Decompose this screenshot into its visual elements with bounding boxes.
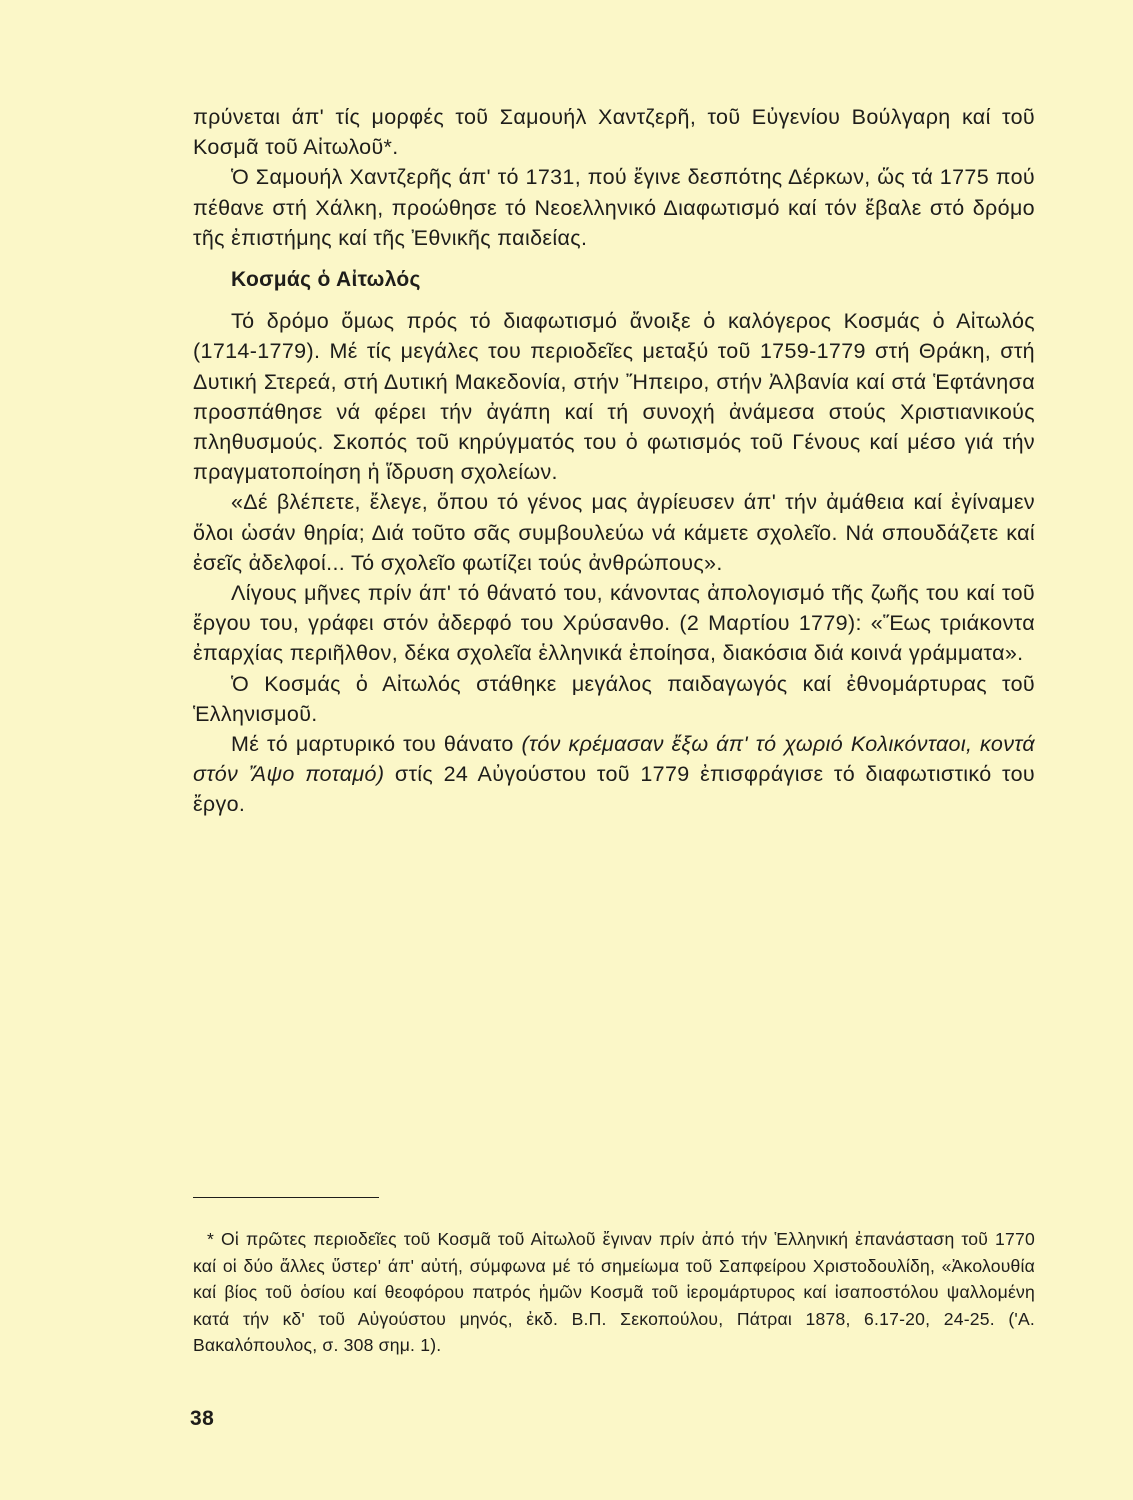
paragraph-letter: Λίγους μῆνες πρίν άπ' τό θάνατό του, κάνοντας ἀπολογισμό τῆς ζωῆς του καί τοῦ ἔργου του, γράφει στόν ἀδερφό του Χρύσανθο. (2 Μαρτίου 1779): «Ἕως τριάκοντα ἐπαρχίας περιῆλθον, δέκα σχολεῖα ἑλληνικά ἐποίησα, διακόσια διά κοινά γράμματα». xyxy=(193,581,1035,666)
paragraph-continuation: πρύνεται άπ' τίς μορφές τοῦ Σαμουήλ Χαντζερῆ, τοῦ Εὐγενίου Βούλγαρη καί τοῦ Κοσμᾶ τοῦ Αἰτωλοῦ*. xyxy=(193,105,1035,160)
page-number: 38 xyxy=(190,1407,215,1430)
main-text xyxy=(193,102,1035,820)
martyrdom-text-end: στίς 24 Αὐγούστου τοῦ 1779 ἐπισφράγισε τό διαφωτιστικό του ἔργο. xyxy=(193,762,1035,817)
paragraph-hantzeris: Ὁ Σαμουήλ Χαντζερῆς άπ' τό 1731, πού ἔγινε δεσπότης Δέρκων, ὥς τά 1775 πού πέθανε στή Χάλκη, προώθησε τό Νεοελληνικό Διαφωτισμό καί τόν ἔβαλε στό δρόμο τῆς ἐπιστήμης καί τῆς Ἐθνικῆς παιδείας. xyxy=(193,165,1035,250)
paragraph-martyrdom xyxy=(193,729,1035,820)
martyrdom-italic-text: (τόν κρέμασαν ἔξω άπ' τό χωριό Κολικόνταοι, κοντά στόν Ἄψο ποταμό) xyxy=(193,732,1036,787)
footnote-divider xyxy=(193,1197,379,1198)
paragraph-quote: «Δέ βλέπετε, ἔλεγε, ὅπου τό γένος μας ἀγρίευσεν άπ' τήν ἀμάθεια καί ἐγίναμεν ὅλοι ὡσάν θηρία; Διά τοῦτο σᾶς συμβουλεύω νά κάμετε σχολεῖο. Νά σπουδάζετε καί ἐσεῖς ἀδελφοί... Τό σχολεῖο φωτίζει τούς ἀνθρώπους». xyxy=(193,490,1035,575)
martyrdom-text-start: Μέ τό μαρτυρικό του θάνατο xyxy=(231,732,522,757)
section-heading: Κοσμάς ὁ Αἰτωλός xyxy=(231,268,421,292)
footnote-text: * Οἱ πρῶτες περιοδεῖες τοῦ Κοσμᾶ τοῦ Αἰτωλοῦ ἔγιναν πρίν ἀπό τήν Ἑλληνική ἐπανάσταση τοῦ 1770 καί οἱ δύο ἄλλες ὕστερ' άπ' αὐτή, σύμφωνα μέ τό σημείωμα τοῦ Σαπφείρου Χριστοδουλίδη, «Ἀκολουθία καί βίος τοῦ ὁσίου καί θεοφόρου πατρός ἡμῶν Κοσμᾶ τοῦ ἱερομάρτυρος καί ἰσαποστόλου ψαλλομένη κατά τήν κδ' τοῦ Αὐγούστου μηνός, ἐκδ. Β.Π. Σεκοπούλου, Πάτραι 1878, 6.17-20, 24-25. ('Α. Βακαλόπουλος, σ. 308 σημ. 1). xyxy=(193,1229,1035,1356)
footnote xyxy=(193,1226,1035,1359)
paragraph-educator: Ὁ Κοσμάς ὁ Αἰτωλός στάθηκε μεγάλος παιδαγωγός καί ἐθνομάρτυρας τοῦ Ἑλληνισμοῦ. xyxy=(193,671,1035,726)
paragraph-kosmas-travels: Τό δρόμο ὅμως πρός τό διαφωτισμό ἄνοιξε ὁ καλόγερος Κοσμάς ὁ Αἰτωλός (1714-1779). Μέ τίς μεγάλες του περιοδεῖες μεταξύ τοῦ 1759-1779 στή Θράκη, στή Δυτική Στερεά, στή Δυτική Μακεδονία, στήν Ἤπειρο, στήν Ἀλβανία καί στά Ἑφτάνησα προσπάθησε νά φέρει τήν ἀγάπη καί τή συνοχή ἀνάμεσα στούς Χριστιανικούς πληθυσμούς. Σκοπός τοῦ κηρύγματός του ὁ φωτισμός τοῦ Γένους καί μέσο γιά τήν πραγματοποίηση ἡ ἵδρυση σχολείων. xyxy=(193,309,1035,485)
